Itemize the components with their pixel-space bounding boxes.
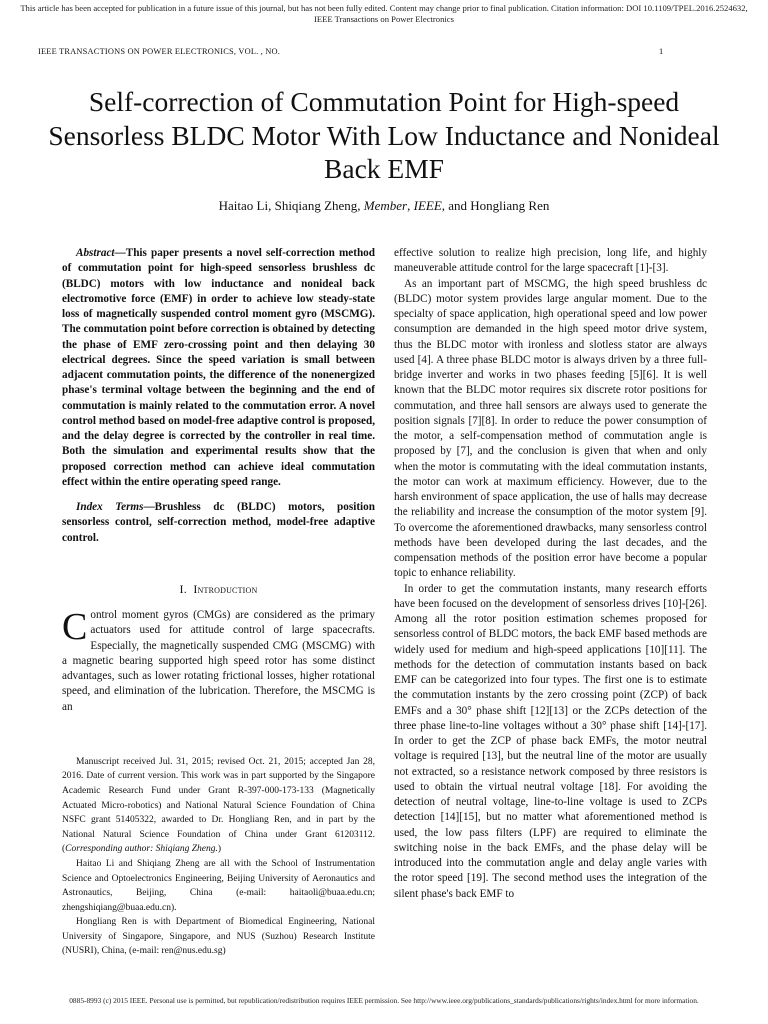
body-paragraph-1: effective solution to realize high precision, long life, and highly maneuverable attitude control for the large spacecraft [1]-[3].: [394, 247, 707, 275]
right-column: [394, 246, 707, 902]
intro-paragraph: [62, 608, 375, 715]
running-header: IEEE TRANSACTIONS ON POWER ELECTRONICS, VOL. , NO.: [38, 47, 281, 56]
abstract: [62, 246, 375, 490]
index-terms: [62, 500, 375, 546]
body-paragraph-2: As an important part of MSCMG, the high speed brushless dc (BLDC) motor system provides large angular moment. Due to the specialty of space application, high operational speed and low power consumption are demanded in the high speed motor drive system, thus the BLDC motor with ironless and slotless stator are always used [4]. A three phase BLDC motor is always driven by a three full-bridge inverter and works in two phases feeding [5][6]. It is well known that the BLDC motor requires six discrete rotor positions for commutation, and three hall sensors are always used to generate the position signals [7][8]. In order to reduce the power consumption of the motor, a self-compensation method of commutation angle is proposed by [7], and the conclusion is given that when and only when the motor is commutating with the ideal commutation instants, the motor can work at maximum efficiency. However, due to the harsh environment of space application, the use of halls may decrease the reliability and increase the consumption of the motor system [9]. To overcome the aforementioned drawbacks, many sensorless control methods have been developed during the last decades, and the compensation methods of the position error have become a popular topic to enhance reliability.: [394, 277, 707, 580]
copyright-notice: 0885-8993 (c) 2015 IEEE. Personal use is permitted, but republication/redistribution requires IEEE permission. See http://www.ieee.org/publications_standards/publications/rights/index.html for more information.: [69, 996, 699, 1005]
abstract-dash: —: [114, 247, 126, 259]
left-column: [62, 246, 375, 959]
body-paragraph-3: In order to get the commutation instants, many research efforts have been focused on the development of sensorless drives [10]-[26]. Among all the rotor position estimation schemes proposed for sensorless control of BLDC motors, the back EMF based methods are widely used for medium and high-speed applications [10][11]. The methods for the detection of commutation instants based on back EMF can be categorized into four types. The first one is to estimate the commutation instants by the zero crossing point (ZCP) of back EMFs and a 30° phase shift [12][13] or the ZCPs detection of the three phase line-to-line voltages without a 30° phase shift [14]-[17]. In order to get the ZCP of phase back EMFs, the motor neutral voltage is required [13], but the neutral line of the motor are usually not extracted, so a resistance network composed by three resistors is used to obtain the virtual neutral voltage [18]. For avoiding the detection of neutral voltage, line-to-line voltage is used to ZCPs detection [14][15], but no matter what aforementioned method is used, the low pass filters (LPF) are required to eliminate the switching noise in the back EMFs, and the phase delay will be introduced into the commutation angle and delay angle varies with the rotor speed [19]. The second method uses the integration of the silent phase's back EMF to: [394, 582, 707, 900]
section-title: Introduction: [193, 581, 258, 596]
author-rest: , and Hongliang Ren: [441, 198, 550, 213]
footnote-manuscript-text: Manuscript received Jul. 31, 2015; revised Oct. 21, 2015; accepted Jan 28, 2016. Date of current version. This work was in part supported by the Singapore Academic Research Fund under Grant R-397-000-173-133 (Magnetically Actuated Micro-robotics) and National Natural Science Foundation of China NSFC grant 51405322, awarded to Dr. Hongliang Ren, and in part by the National Natural Science Foundation of China under Grant 61203112. (: [62, 756, 375, 855]
section-number: I.: [179, 581, 187, 596]
intro-text: ontrol moment gyros (CMGs) are considered as the primary actuators used for attitude control of large spacecrafts. Especially, the magnetically suspended CMG (MSCMG) with a magnetic bearing supported high speed rotor has some distinct advantages, such as lower rotating frictional losses, higher rotational speed, and elimination of the lubrication. Therefore, the MSCMG is an: [62, 609, 375, 713]
footnote-close-paren: ): [217, 844, 222, 855]
drop-cap: C: [62, 606, 88, 648]
abstract-text: This paper presents a novel self-correction method of commutation point for high-speed sensorless brushless dc (BLDC) motors with low inductance and nonideal back electromotive force (EMF) in order to achieve low steady-state loss of magnetically suspended control moment gyro (MSCMG). The commutation point before correction is obtained by detecting the phase of EMF zero-crossing point and then delaying 30 electrical degrees. Since the speed variation is small between adjacent commutation points, the difference of the nonenergized phase's terminal voltage between the beginning and the end of commutation is mainly related to the commutation error. A novel control method based on model-free adaptive control is proposed, and the delay degree is corrected by the controller in real time. Both the simulation and experimental results show that the proposed correction method can achieve ideal commutation effect within the entire operating speed range.: [62, 247, 375, 488]
footnote-affiliation-1: Haitao Li and Shiqiang Zheng are all with the School of Instrumentation Science and Optoelectronics Engineering, Beijing University of Aeronautics and Astronautics, Beijing, China (e-mail: haitaoli@buaa.edu.cn; zhengshiqiang@buaa.edu.cn).: [62, 858, 375, 913]
index-terms-dash: —: [143, 501, 155, 513]
section-heading-introduction: [62, 582, 375, 597]
abstract-label: Abstract: [76, 247, 115, 259]
author-names: Haitao Li, Shiqiang Zheng,: [218, 198, 364, 213]
paper-title: Self-correction of Commutation Point for High-speed Sensorless BLDC Motor With Low Inductance and Nonideal Back EMF: [48, 86, 720, 184]
page-number: 1: [659, 47, 664, 56]
author-comma: ,: [407, 198, 414, 213]
author-line: [30, 198, 738, 214]
author-member: Member: [363, 198, 408, 213]
index-terms-text: Brushless dc (BLDC) motors, position sensorless control, self-correction method, model-free adaptive control.: [62, 501, 375, 544]
publication-notice: This article has been accepted for publication in a future issue of this journal, but has not been fully edited. Content may change prior to final publication. Citation information: DOI 10.1109/TPEL.2016.2524632, IEEE Transactions on Power Electronics: [20, 3, 748, 24]
author-ieee: IEEE: [413, 198, 442, 213]
footnote-manuscript: [62, 755, 375, 857]
index-terms-label: Index Terms: [76, 501, 144, 513]
corresponding-author: Corresponding author: Shiqiang Zheng.: [65, 844, 218, 855]
footnote-affiliation-2: Hongliang Ren is with Department of Biomedical Engineering, National University of Singapore, Singapore, and NUS (Suzhou) Research Institute (NUSRI), China, (e-mail: ren@nus.edu.sg): [62, 917, 375, 957]
